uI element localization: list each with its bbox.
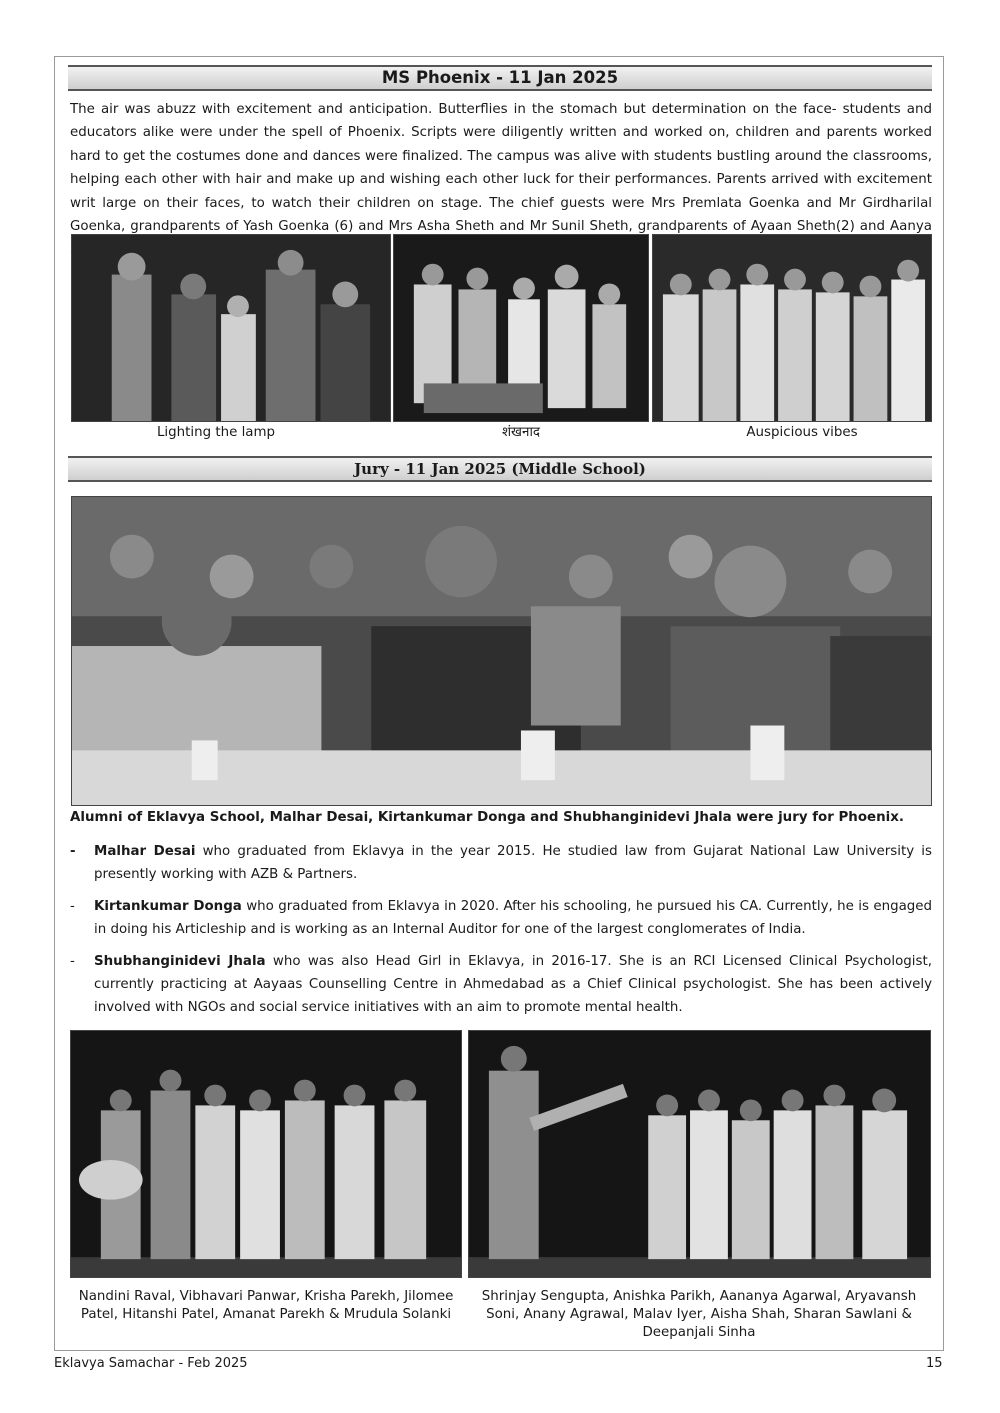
photo-lighting-the-lamp: [71, 234, 391, 422]
photo-group-singers-right: [468, 1030, 931, 1278]
bullet-dash: -: [70, 954, 75, 969]
bullet-text: [94, 950, 932, 1019]
caption-group-right: Shrinjay Sengupta, Anishka Parikh, Aananya Agarwal, Aryavansh Soni, Anany Agrawal, Malav Iyer, Aisha Shah, Sharan Sawlani & Deepanjali Sinha: [481, 1289, 917, 1340]
caption-lighting-the-lamp: Lighting the lamp: [156, 425, 276, 440]
intro-paragraph: The air was abuzz with excitement and anticipation. Butterflies in the stomach but determination on the face- students and educators alike were under the spell of Phoenix. Scripts were diligently written and worked on, children and parents worked hard to get the costumes done and dances were finalized. The campus was alive with students bustling around the classrooms, helping each other with hair and make up and wishing each other luck for their performances. Parents arrived with excitement writ large on their faces, to watch their children on stage. The chief guests were Mrs Premlata Goenka and Mr Girdharilal Goenka, grandparents of Yash Goenka (6) and Mrs Asha Sheth and Mr Sunil Sheth, grandparents of Ayaan Sheth(2) and Aanya: [70, 102, 932, 235]
jury-bullet-shubhanginidevi: [70, 950, 932, 1019]
caption-auspicious-vibes: Auspicious vibes: [746, 425, 858, 440]
jury-bullet-kirtankumar: [70, 895, 932, 941]
bullet-description: who was also Head Girl in Eklavya, in 2016-17. She is an RCI Licensed Clinical Psychologist, currently practicing at Aayaas Counselling Centre in Ahmedabad as a Chief Clinical psychologist. She has been actively involved with NGOs and social service initiatives with an aim to promote mental health.: [94, 954, 932, 1015]
photo-group-singers-left: [70, 1030, 462, 1278]
caption-shankhnaad: शंखनाद: [501, 425, 541, 440]
jury-photo-caption: Alumni of Eklavya School, Malhar Desai, Kirtankumar Donga and Shubhanginidevi Jhala were jury for Phoenix.: [70, 810, 904, 825]
footer-publication: Eklavya Samachar - Feb 2025: [54, 1356, 248, 1371]
photo-auspicious-vibes: [652, 234, 932, 422]
photo-jury-panel: [71, 496, 932, 806]
section-heading-ms-phoenix: MS Phoenix - 11 Jan 2025: [68, 65, 932, 91]
section-heading-jury: Jury - 11 Jan 2025 (Middle School): [68, 456, 932, 482]
bullet-name: Malhar Desai: [94, 844, 196, 859]
bullet-description: who graduated from Eklavya in 2020. After his schooling, he pursued his CA. Currently, he is engaged in doing his Articleship and is working as an Internal Auditor for one of the largest conglomerates of India.: [94, 899, 933, 937]
footer-page-number: 15: [926, 1356, 943, 1371]
bullet-text: [94, 895, 932, 941]
bullet-name: Kirtankumar Donga: [94, 899, 242, 914]
caption-group-left: Nandini Raval, Vibhavari Panwar, Krisha Parekh, Jilomee Patel, Hitanshi Patel, Amanat Parekh & Mrudula Solanki: [78, 1289, 454, 1322]
bullet-name: Shubhanginidevi Jhala: [94, 954, 266, 969]
jury-bullet-malhar: [70, 840, 932, 886]
bullet-description: who graduated from Eklavya in the year 2015. He studied law from Gujarat National Law University is presently working with AZB & Partners.: [94, 844, 932, 882]
bullet-text: [94, 840, 932, 886]
bullet-dash: -: [70, 899, 75, 914]
photo-shankhnaad: [393, 234, 649, 422]
bullet-dash: -: [70, 844, 76, 859]
